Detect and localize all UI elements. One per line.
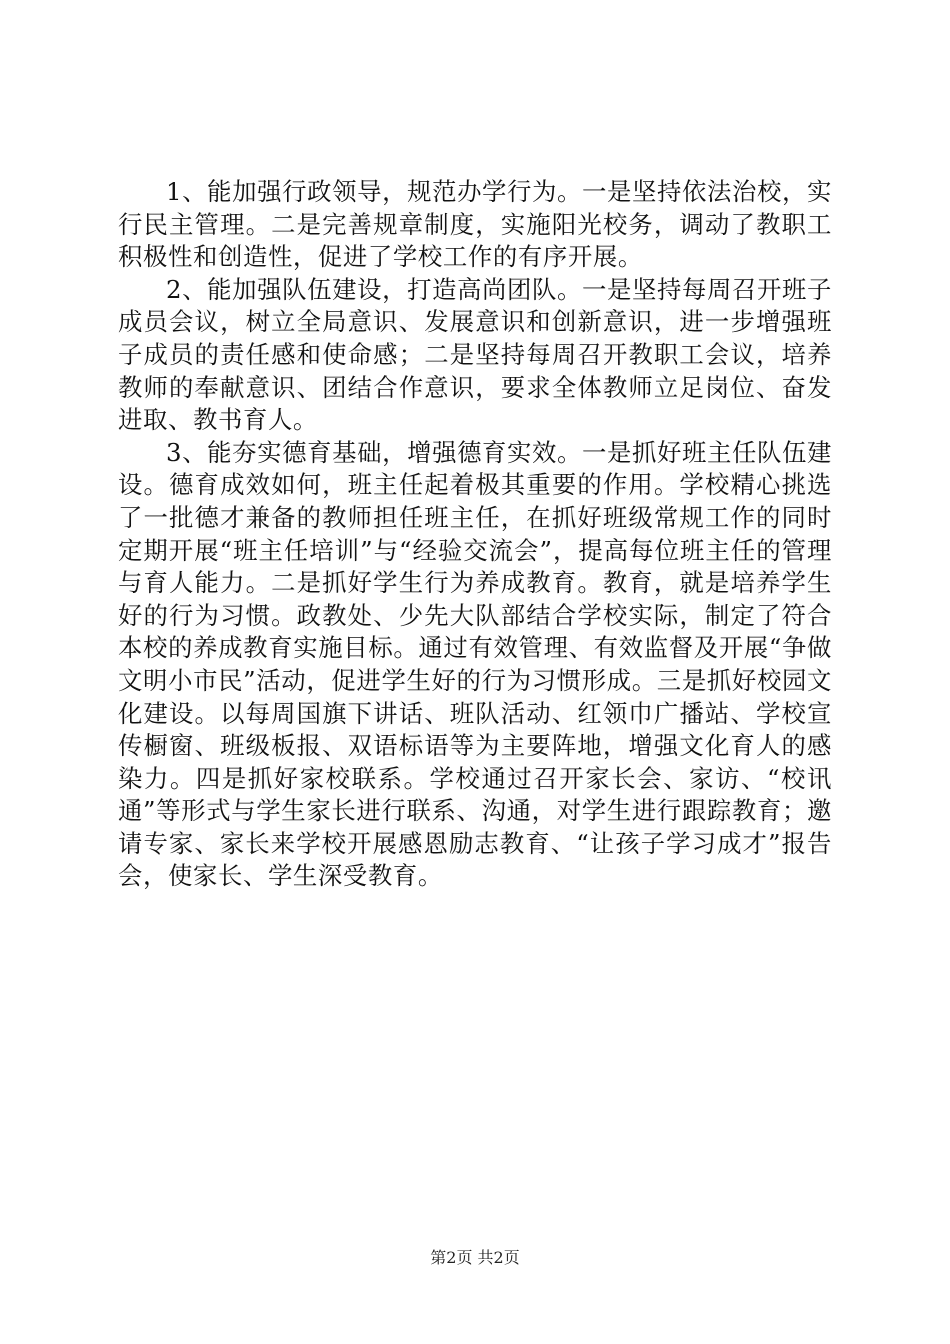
- paragraph-3: 3、能夯实德育基础，增强德育实效。一是抓好班主任队伍建设。德育成效如何，班主任起着极其重要的作用。学校精心挑选了一批德才兼备的教师担任班主任，在抓好班级常规工作的同时定期开展“班主任培训”与“经验交流会”，提高每位班主任的管理与育人能力。二是抓好学生行为养成教育。教育，就是培养学生好的行为习惯。政教处、少先大队部结合学校实际，制定了符合本校的养成教育实施目标。通过有效管理、有效监督及开展“争做文明小市民”活动，促进学生好的行为习惯形成。三是抓好校园文化建设。以每周国旗下讲话、班队活动、红领巾广播站、学校宣传橱窗、班级板报、双语标语等为主要阵地，增强文化育人的感染力。四是抓好家校联系。学校通过召开家长会、家访、“校讯通”等形式与学生家长进行联系、沟通，对学生进行跟踪教育；邀请专家、家长来学校开展感恩励志教育、“让孩子学习成才”报告会，使家长、学生深受教育。: [118, 437, 832, 891]
- page-number-label: 第2页 共2页: [430, 1248, 520, 1267]
- paragraph-1: 1、能加强行政领导，规范办学行为。一是坚持依法治校，实行民主管理。二是完善规章制度，实施阳光校务，调动了教职工积极性和创造性，促进了学校工作的有序开展。: [118, 177, 832, 272]
- page-footer: [0, 1245, 950, 1268]
- document-body: [118, 176, 832, 893]
- paragraph-2: 2、能加强队伍建设，打造高尚团队。一是坚持每周召开班子成员会议，树立全局意识、发展意识和创新意识，进一步增强班子成员的责任感和使命感；二是坚持每周召开教职工会议，培养教师的奉献意识、团结合作意识，要求全体教师立足岗位、奋发进取、教书育人。: [118, 274, 832, 435]
